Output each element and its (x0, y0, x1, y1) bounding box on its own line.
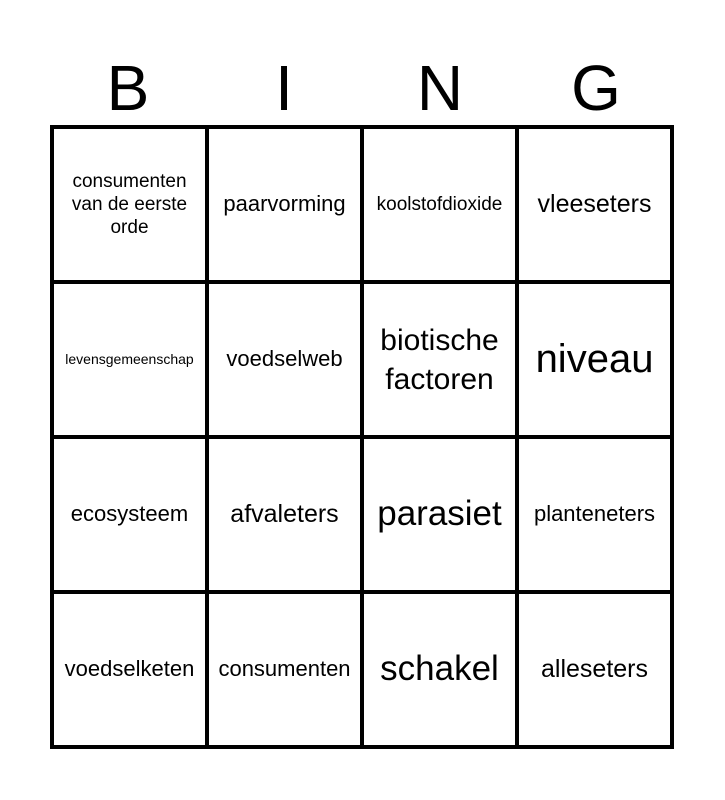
bingo-cell-r2c2: voedselweb (207, 282, 362, 437)
header-letter-b: B (106, 52, 150, 124)
bingo-header (50, 52, 674, 124)
bingo-cell-r4c1: voedselketen (52, 592, 207, 747)
bingo-cell-r1c3: koolstofdioxide (362, 127, 517, 282)
bingo-cell-r1c2: paarvorming (207, 127, 362, 282)
bingo-cell-r4c3: schakel (362, 592, 517, 747)
bingo-cell-r4c2: consumenten (207, 592, 362, 747)
header-letter-n: N (416, 52, 464, 124)
bingo-cell-r3c1: ecosysteem (52, 437, 207, 592)
bingo-cell-r1c1: consumenten van de eerste orde (52, 127, 207, 282)
header-letter-g: G (571, 52, 621, 124)
bingo-board (50, 125, 674, 749)
bingo-cell-r4c4: alleseters (517, 592, 672, 747)
header-letter-i: I (275, 52, 293, 124)
bingo-cell-r2c4: niveau (517, 282, 672, 437)
bingo-cell-r3c4: planteneters (517, 437, 672, 592)
bingo-cell-r3c2: afvaleters (207, 437, 362, 592)
bingo-cell-r3c3: parasiet (362, 437, 517, 592)
bingo-cell-r1c4: vleeseters (517, 127, 672, 282)
bingo-cell-r2c1: levensgemeenschap (52, 282, 207, 437)
bingo-cell-r2c3: biotische factoren (362, 282, 517, 437)
